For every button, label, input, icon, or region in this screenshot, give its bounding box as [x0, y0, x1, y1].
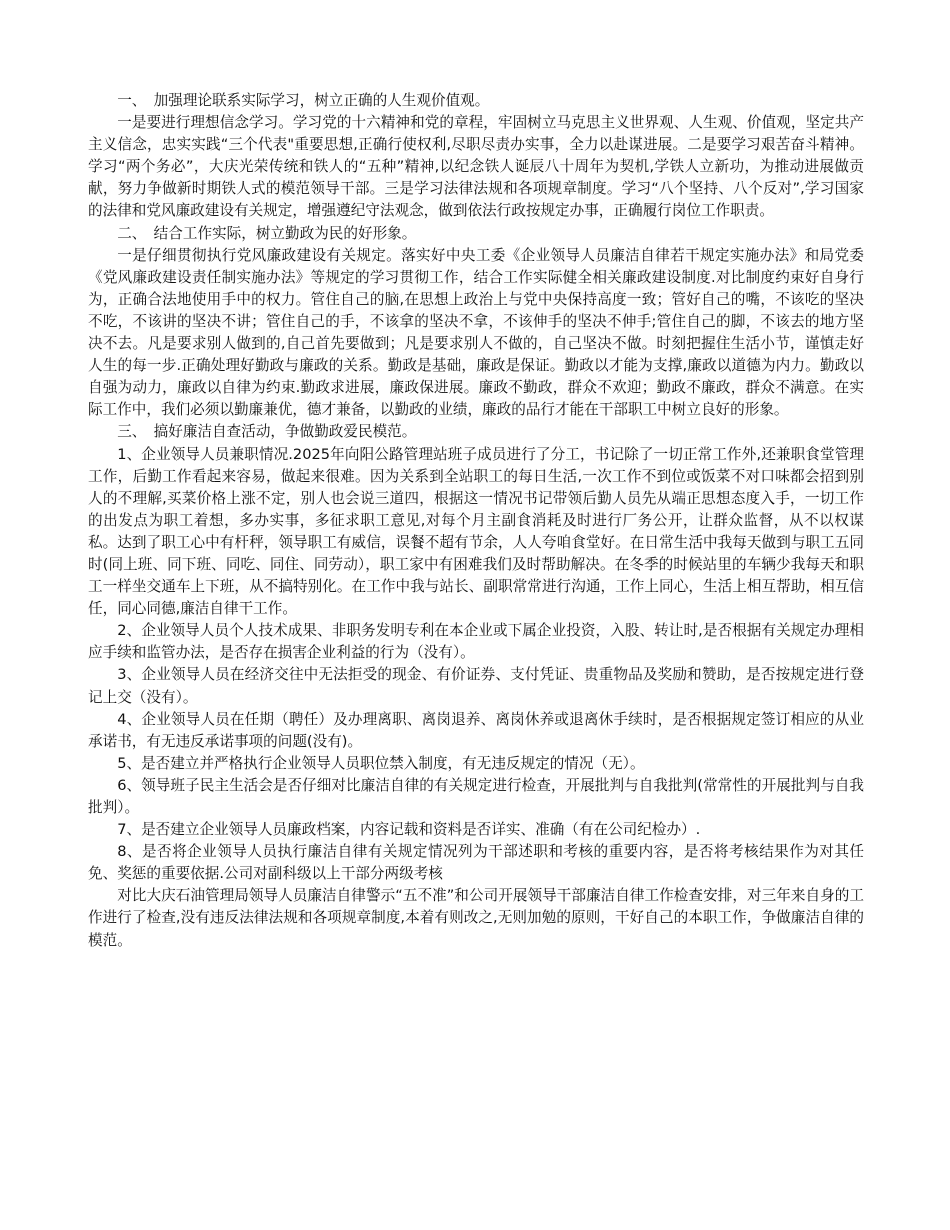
section-2-body: 一是仔细贯彻执行党风廉政建设有关规定。落实好中央工委《企业领导人员廉洁自律若干规定实施办法》和局党委《党风廉政建设责任制实施办法》等规定的学习贯彻工作，结合工作实际健全相关廉政建设制度.对比制度约束好自身行为，正确合法地使用手中的权力。管住自己的脑,在思想上政治上与党中央保持高度一致；管好自己的嘴，不该吃的坚决不吃，不该讲的坚决不讲；管住自己的手，不该拿的坚决不拿，不该伸手的坚决不伸手;管住自己的脚，不该去的地方坚决不去。凡是要求别人做到的,自己首先要做到；凡是要求别人不做的，自己坚决不做。时刻把握住生活小节，谨慎走好人生的每一步.正确处理好勤政与廉政的关系。勤政是基础，廉政是保证。勤政以才能为支撑,廉政以道德为内力。勤政以自强为动力，廉政以自律为约束.勤政求进展，廉政保进展。廉政不勤政，群众不欢迎；勤政不廉政，群众不满意。在实际工作中，我们必须以勤廉兼优，德才兼备，以勤政的业绩，廉政的品行才能在干部职工中树立良好的形象。	[88, 246, 864, 419]
checklist-item-8: 8、是否将企业领导人员执行廉洁自律有关规定情况列为干部述职和考核的重要内容，是否将考核结果作为对其任免、奖惩的重要依据.公司对副科级以上干部分两级考核	[88, 843, 864, 883]
section-heading-2: 二、 结合工作实际，树立勤政为民的好形象。	[117, 224, 417, 242]
checklist-item-7: 7、是否建立企业领导人员廉政档案，内容记载和资料是否详实、准确（有在公司纪检办）.	[117, 821, 701, 839]
checklist-item-1: 1、企业领导人员兼职情况.2025年向阳公路管理站班子成员进行了分工，书记除了一切正常工作外,还兼职食堂管理工作，后勤工作看起来容易，做起来很难。因为关系到全站职工的每日生活,一次工作不到位或饭菜不对口味都会招到别人的不理解,买菜价格上涨不定，别人也会说三道四，根据这一情况书记带领后勤人员先从端正思想态度入手，一切工作的出发点为职工着想，多办实事，多征求职工意见,对每个月主副食消耗及时进行厂务公开，让群众监督，从不以权谋私。达到了职工心中有杆秤，领导职工有威信，误餐不超有节余，人人夸咱食堂好。在日常生活中我每天做到与职工五同时(同上班、同下班、同吃、同住、同劳动），职工家中有困难我们及时帮助解决。在冬季的时候站里的车辆少我每天和职工一样坐交通车上下班，从不搞特别化。在工作中我与站长、副职常常进行沟通，工作上同心，生活上相互帮助，相互信任，同心同德,廉洁自律干工作。	[88, 445, 864, 618]
closing-paragraph: 对比大庆石油管理局领导人员廉洁自律警示“五不准”和公司开展领导干部廉洁自律工作检查安排，对三年来自身的工作进行了检查,没有违反法律法规和各项规章制度,本着有则改之,无则加勉的原则，干好自己的本职工作，争做廉洁自律的模范。	[88, 887, 864, 949]
section-heading-3: 三、 搞好廉洁自查活动，争做勤政爱民模范。	[117, 423, 417, 441]
checklist-item-2: 2、企业领导人员个人技术成果、非职务发明专利在本企业或下属企业投资，入股、转让时,是否根据有关规定办理相应手续和监管办法，是否存在损害企业利益的行为（没有）。	[88, 622, 864, 662]
document-body	[88, 90, 864, 952]
section-1-body: 一是要进行理想信念学习。学习党的十六精神和党的章程，牢固树立马克思主义世界观、人生观、价值观，坚定共产主义信念，忠实实践“三个代表"重要思想,正确行使权利,尽职尽责办实事，全力以赴谋进展。二是要学习艰苦奋斗精神。学习“两个务必”，大庆光荣传统和铁人的“五种”精神,以纪念铁人诞辰八十周年为契机,学铁人立新功，为推动进展做贡献，努力争做新时期铁人式的模范领导干部。三是学习法律法规和各项规章制度。学习“八个坚持、八个反对”,学习国家的法律和党风廉政建设有关规定，增强遵纪守法观念，做到依法行政按规定办事，正确履行岗位工作职责。	[88, 114, 864, 220]
checklist-item-5: 5、是否建立并严格执行企业领导人员职位禁入制度，有无违反规定的情况（无）。	[117, 754, 645, 772]
section-heading-1: 一、 加强理论联系实际学习，树立正确的人生观价值观。	[117, 92, 490, 109]
checklist-item-4: 4、企业领导人员在任期（聘任）及办理离职、离岗退养、离岗休养或退离休手续时，是否根据规定签订相应的从业承诺书，有无违反承诺事项的问题(没有)。	[88, 710, 864, 750]
checklist-item-3: 3、企业领导人员在经济交往中无法拒受的现金、有价证券、支付凭证、贵重物品及奖励和赞助，是否按规定进行登记上交（没有）。	[88, 666, 864, 706]
checklist-item-6: 6、领导班子民主生活会是否仔细对比廉洁自律的有关规定进行检查，开展批判与自我批判(常常性的开展批判与自我批判）。	[88, 776, 864, 816]
